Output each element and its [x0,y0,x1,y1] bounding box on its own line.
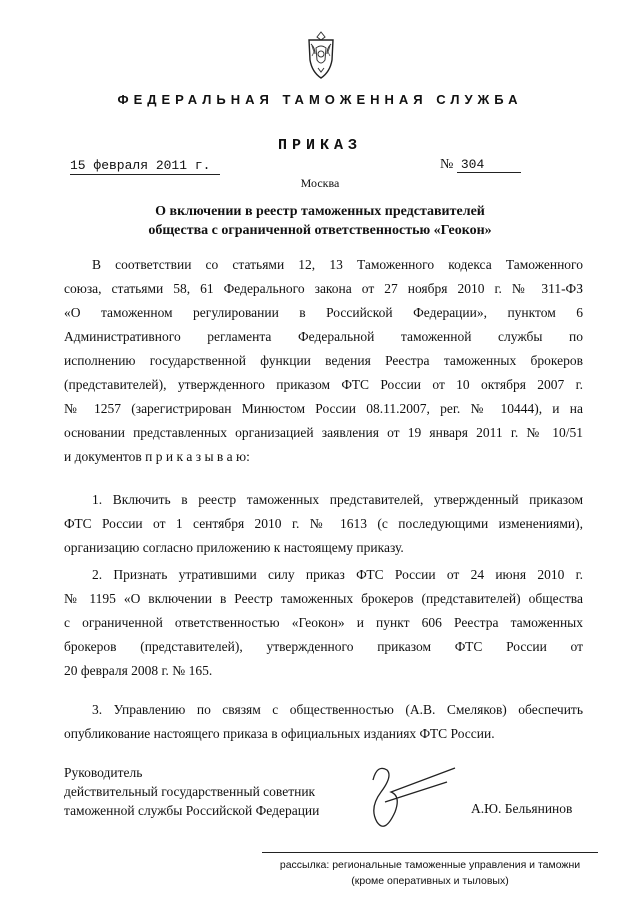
text-line: 3. Управлению по связям с общественностью (А.В. Смеляков) обеспечить [92,702,583,717]
text-line: союза, статьями 58, 61 Федерального закона от 27 ноября 2010 г. № 311-ФЗ [64,281,583,296]
number-label: № [440,157,454,172]
distribution-list [262,857,598,889]
text-line: (представителей), утвержденного приказом ФТС России от 10 октября 2007 г. [64,377,583,392]
number-value: 304 [457,157,521,173]
distribution-line: (кроме оперативных и тыловых) [351,875,509,887]
signatory-line: Руководитель [64,765,143,780]
signatory-line: таможенной службы Российской Федерации [64,803,320,818]
order-number [440,157,521,173]
document-type: ПРИКАЗ [277,137,362,154]
distribution-divider [262,852,598,853]
text-line: В соответствии со статьями 12, 13 Таможенного кодекса Таможенного [92,257,583,272]
signatory-line: действительный государственный советник [64,784,316,799]
text-line: и документов п р и к а з ы в а ю: [64,449,250,464]
text-line: 20 февраля 2008 г. № 165. [64,663,213,678]
city: Москва [300,176,340,190]
coat-of-arms-icon [301,26,341,86]
text-line: ФТС России от 1 сентября 2010 г. № 1613 (с последующими изменениями), [64,516,583,531]
handwritten-signature [355,752,465,842]
paragraph-item-2 [64,563,583,683]
paragraph-preamble [64,253,583,469]
order-heading [0,202,640,240]
distribution-line: рассылка: региональные таможенные управления и таможни [279,859,581,871]
signatory-title [64,763,319,820]
signatory-name: А.Ю. Бельянинов [471,801,573,816]
text-line: исполнению государственной функции ведения Реестра таможенных брокеров [64,353,583,368]
text-line: Административного регламента Федеральной таможенной службы по [64,329,583,344]
paragraph-item-1 [64,488,583,560]
text-line: организацию согласно приложению к настоящему приказу. [64,540,404,555]
paragraph-item-3 [64,698,583,746]
text-line: 2. Признать утратившими силу приказ ФТС России от 24 июня 2010 г. [92,567,583,582]
order-date: 15 февраля 2011 г. [70,158,220,175]
text-line: № 1257 (зарегистрирован Минюстом России 08.11.2007, рег. № 10444), и на [64,401,583,416]
text-line: опубликование настоящего приказа в официальных изданиях ФТС России. [64,726,495,741]
text-line: брокеров (представителей), утвержденного приказом ФТС России от [64,639,583,654]
text-line: основании представленных организацией заявления от 19 января 2011 г. № 10/51 [64,425,583,440]
text-line: № 1195 «О включении в Реестр таможенных брокеров (представителей) общества [64,591,583,606]
text-line: «О таможенном регулировании в Российской Федерации», пунктом 6 [64,305,583,320]
heading-line: общества с ограниченной ответственностью «Геокон» [148,223,492,238]
text-line: с ограниченной ответственностью «Геокон» и пункт 606 Реестра таможенных [64,615,583,630]
text-line: 1. Включить в реестр таможенных представителей, утвержденный приказом [92,492,583,507]
agency-name: ФЕДЕРАЛЬНАЯ ТАМОЖЕННАЯ СЛУЖБА [117,92,523,107]
heading-line: О включении в реестр таможенных представителей [155,204,485,219]
